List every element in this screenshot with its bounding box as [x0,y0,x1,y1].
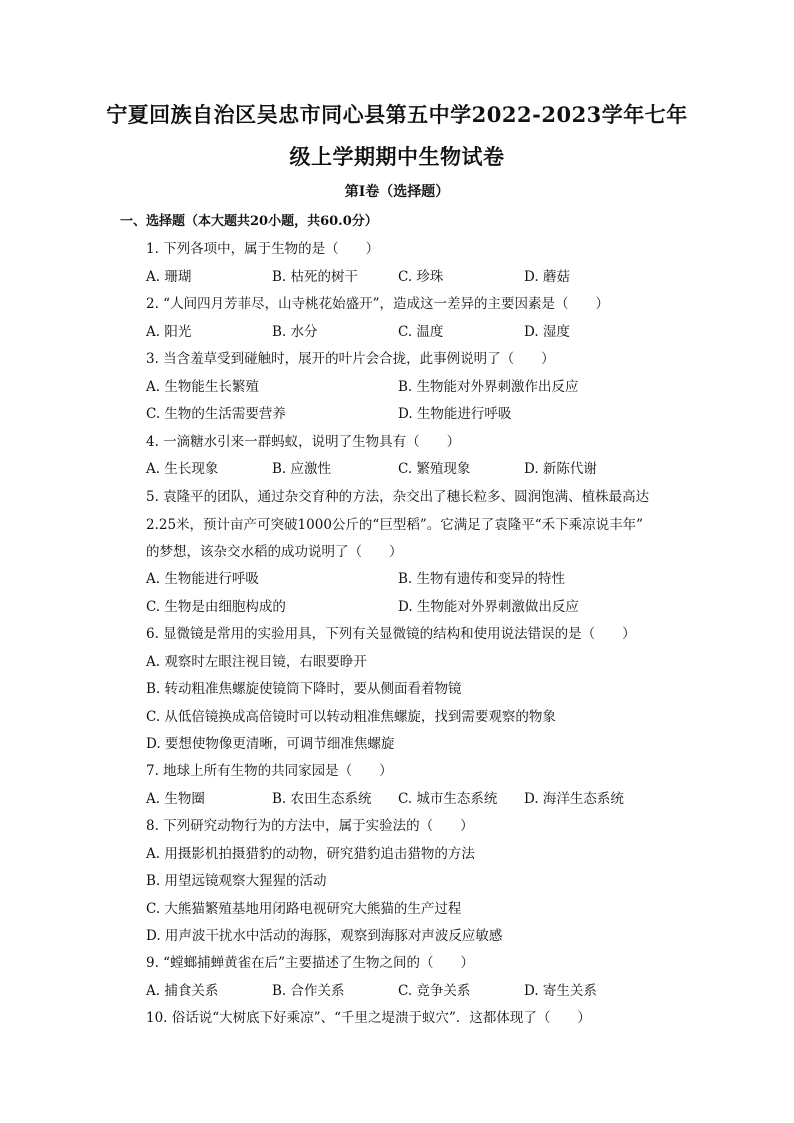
section-heading: 一、选择题（本大题共20小题，共60.0分） [120,214,378,229]
title-line-1: 宁夏回族自治区吴忠市同心县第五中学2022-2023学年七年 [106,102,688,127]
q8-option-d: D. 用声波干扰水中活动的海豚，观察到海豚对声波反应敏感 [146,928,503,944]
question-3: 3. 当含羞草受到碰触时，展开的叶片会合拢，此事例说明了（ ） [146,351,555,367]
question-8: 8. 下列研究动物行为的方法中，属于实验法的（ ） [146,818,474,834]
question-10: 10. 俗话说“大树底下好乘凉”、“千里之堤溃于蚁穴”．这都体现了（ ） [146,1010,591,1026]
q7-option-d: D. 海洋生态系统 [524,791,624,807]
q4-option-b: B. 应激性 [272,461,332,477]
question-5-line-1: 5. 袁隆平的团队，通过杂交育种的方法，杂交出了穗长粒多、圆润饱满、植株最高达 [146,489,650,505]
q6-option-c: C. 从低倍镜换成高倍镜时可以转动粗准焦螺旋，找到需要观察的物象 [146,709,556,725]
title-line-2: 级上学期期中生物试卷 [289,144,505,169]
question-7: 7. 地球上所有生物的共同家园是（ ） [146,763,393,779]
q4-option-d: D. 新陈代谢 [524,461,597,477]
q4-option-c: C. 繁殖现象 [398,461,471,477]
q6-option-a: A. 观察时左眼注视目镜，右眼要睁开 [146,654,367,670]
q8-option-a: A. 用摄影机拍摄猎豹的动物，研究猎豹追击猎物的方法 [146,846,475,862]
q1-option-a: A. 珊瑚 [146,269,192,285]
q5-option-b: B. 生物有遗传和变异的特性 [398,571,566,587]
q2-option-c: C. 温度 [398,324,444,340]
question-5-line-3: 的梦想，该杂交水稻的成功说明了（ ） [146,544,403,560]
q9-option-d: D. 寄生关系 [524,983,597,999]
q6-option-b: B. 转动粗准焦螺旋使镜筒下降时，要从侧面看着物镜 [146,681,462,697]
q5-option-c: C. 生物是由细胞构成的 [146,599,286,615]
q7-option-a: A. 生物圈 [146,791,205,807]
question-1: 1. 下列各项中，属于生物的是（ ） [146,241,380,257]
q6-option-d: D. 要想使物像更清晰，可调节细准焦螺旋 [146,736,395,752]
q3-option-b: B. 生物能对外界刺激作出反应 [398,379,579,395]
question-9: 9. “螳螂捕蝉黄雀在后”主要描述了生物之间的（ ） [146,955,474,971]
q2-option-d: D. 湿度 [524,324,570,340]
q3-option-c: C. 生物的生活需要营养 [146,406,286,422]
q8-option-c: C. 大熊猫繁殖基地用闭路电视研究大熊猫的生产过程 [146,901,462,917]
question-6: 6. 显微镜是常用的实验用具，下列有关显微镜的结构和使用说法错误的是（ ） [146,626,636,642]
q9-option-a: A. 捕食关系 [146,983,219,999]
q1-option-c: C. 珍珠 [398,269,444,285]
q1-option-d: D. 蘑菇 [524,269,570,285]
q5-option-a: A. 生物能进行呼吸 [146,571,259,587]
q7-option-c: C. 城市生态系统 [398,791,498,807]
q1-option-b: B. 枯死的树干 [272,269,359,285]
q9-option-b: B. 合作关系 [272,983,345,999]
q8-option-b: B. 用望远镜观察大猩猩的活动 [146,873,327,889]
question-4: 4. 一滴糖水引来一群蚂蚁，说明了生物具有（ ） [146,434,461,450]
q9-option-c: C. 竞争关系 [398,983,471,999]
q3-option-a: A. 生物能生长繁殖 [146,379,259,395]
subtitle: 第I卷（选择题） [344,184,450,200]
question-2: 2. “人间四月芳菲尽，山寺桃花始盛开”，造成这一差异的主要因素是（ ） [146,296,609,312]
q5-option-d: D. 生物能对外界刺激做出反应 [398,599,579,615]
q3-option-d: D. 生物能进行呼吸 [398,406,512,422]
q2-option-a: A. 阳光 [146,324,192,340]
q7-option-b: B. 农田生态系统 [272,791,372,807]
q2-option-b: B. 水分 [272,324,318,340]
question-5-line-2: 2.25米，预计亩产可突破1000公斤的“巨型稻”。它满足了袁隆平“禾下乘凉说丰年” [146,517,644,533]
q4-option-a: A. 生长现象 [146,461,219,477]
